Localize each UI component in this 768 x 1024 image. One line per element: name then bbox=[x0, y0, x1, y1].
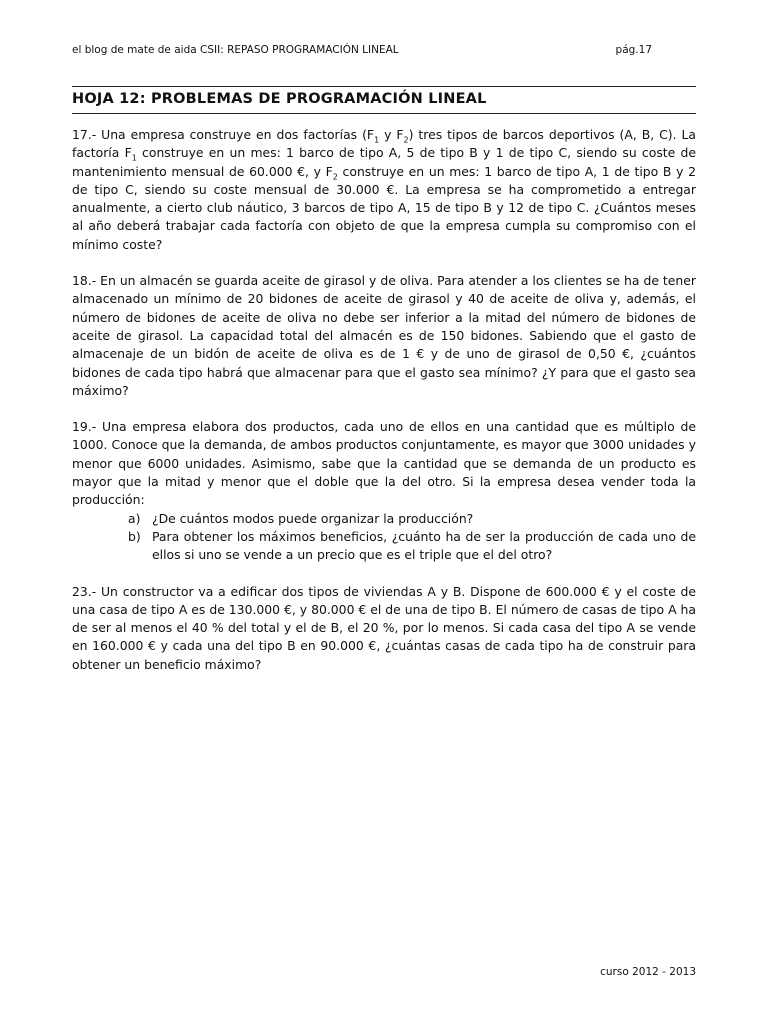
problem-17-text-1: 17.- Una empresa construye en dos factorías (F bbox=[72, 127, 375, 142]
item-b-text: Para obtener los máximos beneficios, ¿cuánto ha de ser la producción de cada uno de ellos si uno se vende a un precio que es el triple que el del otro? bbox=[152, 528, 696, 563]
problem-19-subitems bbox=[72, 510, 696, 565]
problems-section bbox=[72, 126, 696, 692]
problem-18: 18.- En un almacén se guarda aceite de girasol y de oliva. Para atender a los clientes se ha de tener almacenado un mínimo de 20 bidones de aceite de girasol y 40 de aceite de oliva y, además, el número de bidones de aceite de oliva no debe ser inferior a la mitad del número de bidones de aceite de girasol. La capacidad total del almacén es de 150 bidones. Sabiendo que el gasto de almacenaje de un bidón de aceite de oliva es de 1 € y de uno de girasol de 0,50 €, ¿cuántos bidones de cada tipo habrá que almacenar para que el gasto sea mínimo? ¿Y para que el gasto sea máximo? bbox=[72, 273, 696, 398]
problem-19: 19.- Una empresa elabora dos productos, cada uno de ellos en una cantidad que es múltiplo de 1000. Conoce que la demanda, de ambos productos conjuntamente, es mayor que 3000 unidades y menor que 6000 unidades. Asimismo, sabe que la cantidad que se demanda de un producto es mayor que la mitad y menor que el doble que la del otro. Si la empresa desea vender toda la producción: bbox=[72, 419, 696, 508]
item-a-text: ¿De cuántos modos puede organizar la producción? bbox=[152, 510, 474, 526]
subscript-1: 1 bbox=[374, 135, 380, 145]
item-a-marker: a) bbox=[128, 510, 141, 526]
problem-19-item-a bbox=[72, 510, 696, 528]
subscript-2b: 2 bbox=[332, 172, 338, 182]
problem-17-text-5: construye en un mes: 1 barco de tipo A, 1 de tipo B y 2 de tipo C, siendo su coste mensual de 30.000 €. La empresa se ha comprometido a entregar anualmente, a cierto club náutico, 3 barcos de tipo A, 15 de tipo B y 12 de tipo C. ¿Cuántos meses al año deberá trabajar cada factoría con objeto de que la empresa cumpla su compromiso con el mínimo coste? bbox=[72, 163, 696, 252]
problem-17-text-3: ) tres tipos de barcos deportivos (A, B, C). La factoría F bbox=[72, 127, 696, 161]
problem-17-text-4: construye en un mes: 1 barco de tipo A, 5 de tipo B y 1 de tipo C, siendo su coste de mantenimiento mensual de 60.000 €, y F bbox=[72, 145, 696, 179]
header-title: el blog de mate de aida CSII: REPASO PROGRAMACIÓN LINEAL bbox=[72, 44, 399, 56]
page-title: HOJA 12: PROBLEMAS DE PROGRAMACIÓN LINEAL bbox=[72, 91, 487, 107]
item-b-marker: b) bbox=[128, 528, 141, 544]
subscript-1b: 1 bbox=[131, 153, 137, 163]
subscript-2: 2 bbox=[403, 135, 409, 145]
title-top-rule bbox=[72, 86, 696, 87]
problem-17 bbox=[72, 126, 696, 254]
page-footer: curso 2012 - 2013 bbox=[600, 966, 696, 978]
problem-23: 23.- Un constructor va a edificar dos tipos de viviendas A y B. Dispone de 600.000 € y el coste de una casa de tipo A es de 130.000 €, y 80.000 € el de una de tipo B. El número de casas de tipo A ha de ser al menos el 40 % del total y el de B, el 20 %, por lo menos. Si cada casa del tipo A se vende en 160.000 € y cada una del tipo B en 90.000 €, ¿cuántas casas de cada tipo ha de construir para obtener un beneficio máximo? bbox=[72, 583, 696, 672]
page-number: pág.17 bbox=[615, 44, 652, 56]
problem-17-text-2: y F bbox=[379, 127, 404, 142]
title-bottom-rule bbox=[72, 113, 696, 114]
problem-19-item-b bbox=[72, 528, 696, 565]
